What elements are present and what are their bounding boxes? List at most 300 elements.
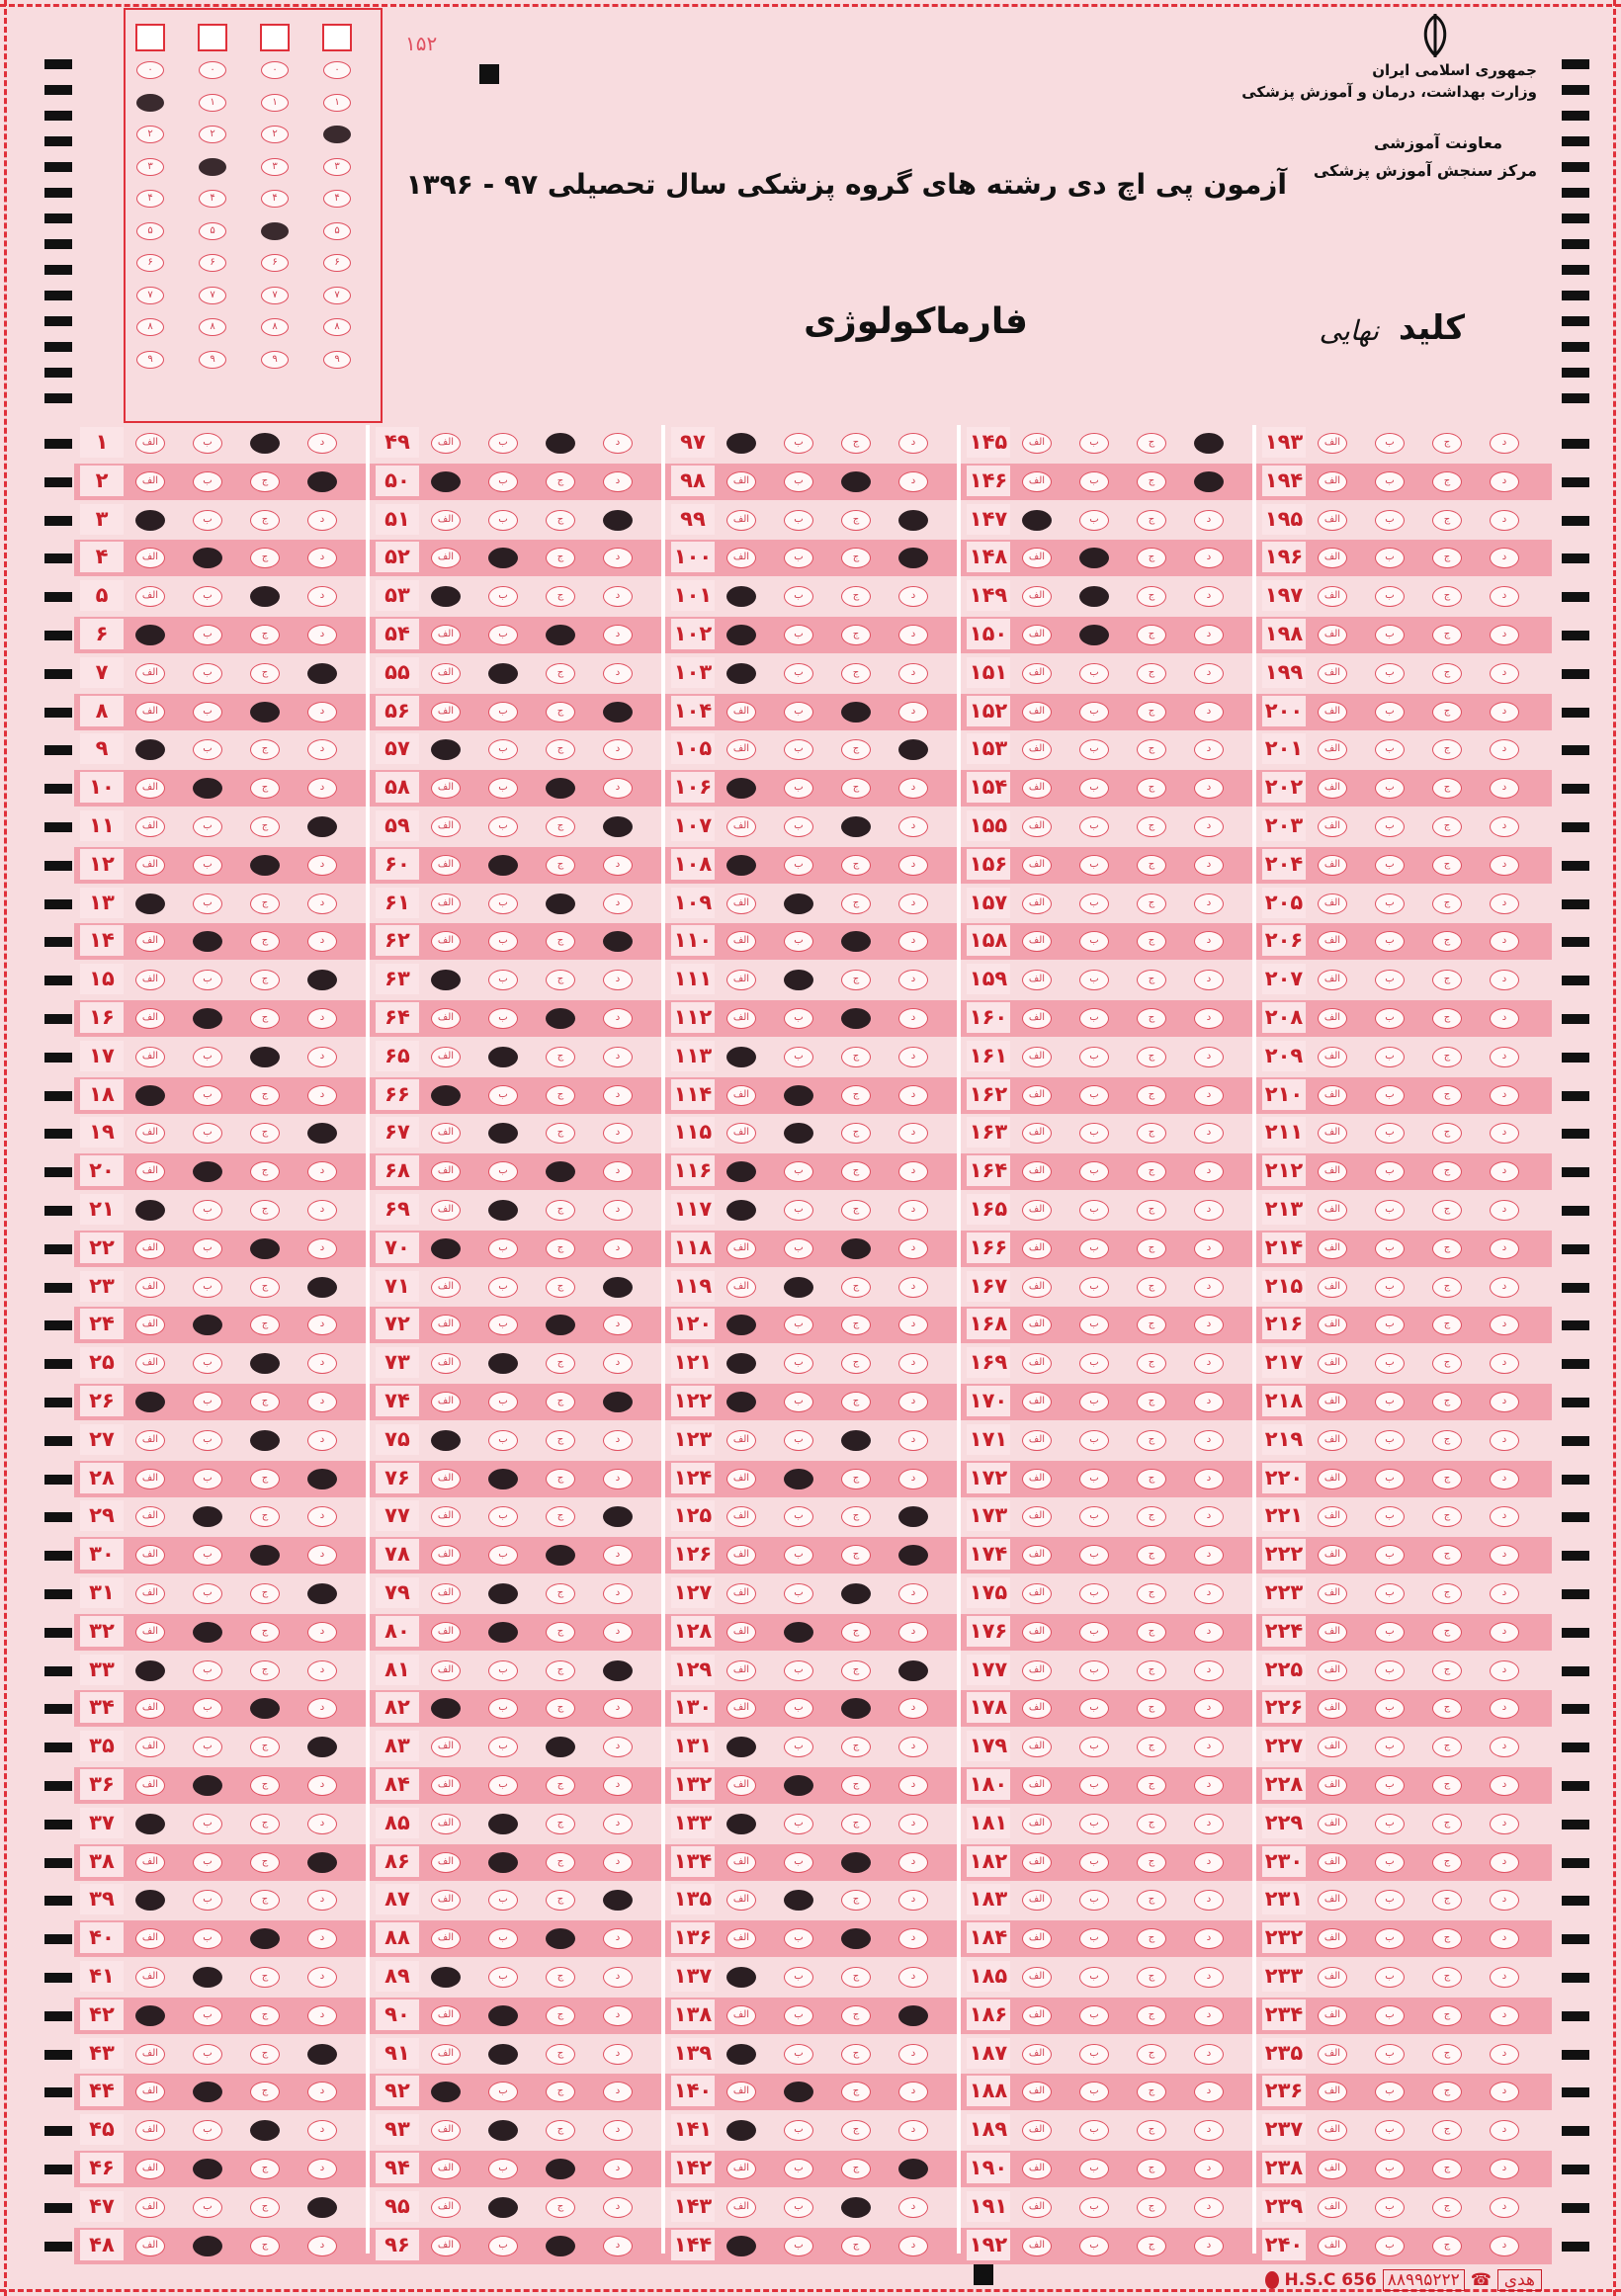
answer-bubble[interactable]: ب (1375, 1814, 1405, 1834)
answer-bubble[interactable]: الف (431, 816, 461, 837)
answer-bubble[interactable]: ب (193, 2197, 222, 2218)
answer-bubble[interactable]: د (1194, 1737, 1224, 1757)
answer-bubble[interactable] (898, 510, 928, 531)
answer-bubble[interactable]: ب (193, 2005, 222, 2026)
answer-bubble[interactable]: ب (1079, 2082, 1109, 2102)
answer-bubble[interactable]: د (1490, 2236, 1519, 2256)
answer-bubble[interactable]: ج (546, 970, 575, 990)
answer-bubble[interactable]: د (1194, 1315, 1224, 1335)
id-digit-bubble[interactable]: ۴ (323, 190, 351, 208)
answer-bubble[interactable]: ب (1079, 1200, 1109, 1221)
answer-bubble[interactable]: ج (250, 2236, 280, 2256)
answer-bubble[interactable]: ج (841, 2082, 871, 2102)
answer-bubble[interactable]: ج (1137, 1622, 1166, 1643)
answer-bubble[interactable]: الف (1318, 1737, 1347, 1757)
answer-bubble[interactable] (546, 625, 575, 645)
answer-bubble[interactable]: ج (1432, 1277, 1462, 1298)
answer-bubble[interactable] (431, 586, 461, 607)
answer-bubble[interactable] (726, 1200, 756, 1221)
answer-bubble[interactable] (193, 1506, 222, 1527)
answer-bubble[interactable]: ج (1137, 1545, 1166, 1566)
answer-bubble[interactable] (135, 625, 165, 645)
answer-bubble[interactable]: ب (193, 1469, 222, 1489)
answer-bubble[interactable] (841, 1698, 871, 1719)
answer-bubble[interactable] (726, 1967, 756, 1988)
answer-bubble[interactable]: الف (1022, 663, 1052, 684)
answer-bubble[interactable]: ج (1432, 663, 1462, 684)
answer-bubble[interactable]: د (603, 1047, 633, 1067)
answer-bubble[interactable]: ج (1432, 1698, 1462, 1719)
answer-bubble[interactable]: ج (1432, 2197, 1462, 2218)
answer-bubble[interactable]: ج (250, 2197, 280, 2218)
answer-bubble[interactable]: د (603, 2044, 633, 2065)
answer-bubble[interactable]: ب (784, 2044, 813, 2065)
answer-bubble[interactable]: ب (1079, 663, 1109, 684)
answer-bubble[interactable]: الف (1022, 433, 1052, 454)
answer-bubble[interactable]: د (307, 1315, 337, 1335)
answer-bubble[interactable]: ج (1137, 2005, 1166, 2026)
answer-bubble[interactable]: ب (1079, 1890, 1109, 1911)
answer-bubble[interactable]: ب (488, 702, 518, 723)
answer-bubble[interactable]: ج (1137, 1008, 1166, 1029)
answer-bubble[interactable]: ج (250, 548, 280, 568)
answer-bubble[interactable]: ج (1432, 1737, 1462, 1757)
answer-bubble[interactable]: د (603, 433, 633, 454)
answer-bubble[interactable] (431, 970, 461, 990)
answer-bubble[interactable]: د (1490, 1698, 1519, 1719)
answer-bubble[interactable]: د (1490, 1967, 1519, 1988)
answer-bubble[interactable] (546, 1545, 575, 1566)
answer-bubble[interactable]: ب (1375, 855, 1405, 876)
answer-bubble[interactable] (307, 1737, 337, 1757)
answer-bubble[interactable]: الف (1318, 855, 1347, 876)
answer-bubble[interactable]: ج (841, 1737, 871, 1757)
answer-bubble[interactable]: ب (488, 1698, 518, 1719)
answer-bubble[interactable]: د (1194, 739, 1224, 760)
answer-bubble[interactable]: ب (784, 1200, 813, 1221)
answer-bubble[interactable] (546, 1737, 575, 1757)
answer-bubble[interactable]: ج (1137, 893, 1166, 914)
answer-bubble[interactable]: ب (784, 548, 813, 568)
answer-bubble[interactable]: الف (135, 1469, 165, 1489)
answer-bubble[interactable]: ب (1375, 2005, 1405, 2026)
id-digit-bubble[interactable]: ۶ (136, 254, 164, 272)
answer-bubble[interactable]: ج (1432, 1200, 1462, 1221)
answer-bubble[interactable]: ج (546, 1622, 575, 1643)
answer-bubble[interactable]: ب (784, 2120, 813, 2141)
answer-bubble[interactable]: د (1194, 2236, 1224, 2256)
answer-bubble[interactable] (250, 2120, 280, 2141)
answer-bubble[interactable]: ج (1432, 1967, 1462, 1988)
answer-bubble[interactable]: ب (488, 1315, 518, 1335)
id-digit-bubble[interactable]: ۴ (261, 190, 289, 208)
answer-bubble[interactable] (193, 931, 222, 952)
answer-bubble[interactable]: ب (488, 970, 518, 990)
answer-bubble[interactable]: ب (784, 471, 813, 492)
answer-bubble[interactable]: ب (1079, 1430, 1109, 1451)
answer-bubble[interactable]: ب (1375, 2236, 1405, 2256)
answer-bubble[interactable]: الف (1022, 1008, 1052, 1029)
answer-bubble[interactable]: د (307, 855, 337, 876)
answer-bubble[interactable]: ج (250, 778, 280, 799)
answer-bubble[interactable]: د (603, 1852, 633, 1873)
answer-bubble[interactable]: د (1194, 931, 1224, 952)
answer-bubble[interactable]: ج (1137, 1353, 1166, 1374)
answer-bubble[interactable] (603, 1660, 633, 1681)
answer-bubble[interactable]: الف (1318, 1238, 1347, 1259)
answer-bubble[interactable]: ج (1432, 2236, 1462, 2256)
answer-bubble[interactable] (784, 1890, 813, 1911)
answer-bubble[interactable]: الف (135, 1238, 165, 1259)
answer-bubble[interactable]: ب (488, 1277, 518, 1298)
answer-bubble[interactable]: الف (726, 548, 756, 568)
answer-bubble[interactable]: ج (1137, 510, 1166, 531)
answer-bubble[interactable]: ج (1137, 1047, 1166, 1067)
answer-bubble[interactable]: ب (784, 1583, 813, 1604)
answer-bubble[interactable]: الف (1318, 2005, 1347, 2026)
answer-bubble[interactable]: ج (1432, 1506, 1462, 1527)
answer-bubble[interactable]: الف (1318, 1698, 1347, 1719)
answer-bubble[interactable]: ب (1375, 1047, 1405, 1067)
answer-bubble[interactable]: الف (1318, 702, 1347, 723)
answer-bubble[interactable]: د (898, 663, 928, 684)
answer-bubble[interactable]: ب (1079, 970, 1109, 990)
answer-bubble[interactable]: ج (250, 1814, 280, 1834)
answer-bubble[interactable]: الف (1318, 1967, 1347, 1988)
answer-bubble[interactable]: ج (1432, 586, 1462, 607)
answer-bubble[interactable]: د (307, 2159, 337, 2179)
answer-bubble[interactable]: د (1194, 2005, 1224, 2026)
answer-bubble[interactable] (726, 1047, 756, 1067)
id-digit-bubble[interactable] (199, 158, 226, 176)
answer-bubble[interactable]: ب (1079, 1506, 1109, 1527)
answer-bubble[interactable]: ج (841, 1161, 871, 1182)
answer-bubble[interactable]: ج (1137, 1392, 1166, 1412)
answer-bubble[interactable]: د (307, 1814, 337, 1834)
answer-bubble[interactable]: ب (1079, 2044, 1109, 2065)
answer-bubble[interactable] (841, 1928, 871, 1949)
answer-bubble[interactable] (488, 2197, 518, 2218)
answer-bubble[interactable]: الف (135, 1430, 165, 1451)
answer-bubble[interactable] (488, 1814, 518, 1834)
answer-bubble[interactable]: د (1194, 1277, 1224, 1298)
answer-bubble[interactable]: ج (250, 1123, 280, 1144)
answer-bubble[interactable]: ب (784, 1047, 813, 1067)
answer-bubble[interactable]: د (1490, 931, 1519, 952)
answer-bubble[interactable]: ب (193, 1353, 222, 1374)
answer-bubble[interactable] (784, 1123, 813, 1144)
answer-bubble[interactable]: د (898, 433, 928, 454)
answer-bubble[interactable] (841, 931, 871, 952)
answer-bubble[interactable] (841, 816, 871, 837)
answer-bubble[interactable]: د (898, 931, 928, 952)
answer-bubble[interactable]: ب (784, 1008, 813, 1029)
id-digit-bubble[interactable]: ۷ (323, 287, 351, 304)
answer-bubble[interactable] (603, 510, 633, 531)
answer-bubble[interactable]: د (1490, 586, 1519, 607)
answer-bubble[interactable]: ب (193, 1890, 222, 1911)
answer-bubble[interactable]: ج (841, 548, 871, 568)
answer-bubble[interactable]: ب (784, 702, 813, 723)
answer-bubble[interactable]: ج (1432, 1469, 1462, 1489)
answer-bubble[interactable]: ب (784, 931, 813, 952)
answer-bubble[interactable]: ب (1375, 739, 1405, 760)
answer-bubble[interactable]: د (898, 2197, 928, 2218)
answer-bubble[interactable]: الف (726, 1928, 756, 1949)
answer-bubble[interactable]: ب (1375, 1469, 1405, 1489)
answer-bubble[interactable]: ب (193, 1085, 222, 1106)
answer-bubble[interactable]: ج (250, 1008, 280, 1029)
answer-bubble[interactable]: ج (1432, 625, 1462, 645)
answer-bubble[interactable]: د (1194, 893, 1224, 914)
answer-bubble[interactable]: د (1194, 1085, 1224, 1106)
answer-bubble[interactable]: الف (431, 1775, 461, 1796)
answer-bubble[interactable]: الف (1022, 1161, 1052, 1182)
answer-bubble[interactable]: ب (784, 2197, 813, 2218)
answer-bubble[interactable] (135, 739, 165, 760)
answer-bubble[interactable]: د (1194, 1047, 1224, 1067)
answer-bubble[interactable]: د (898, 1085, 928, 1106)
answer-bubble[interactable]: الف (1318, 1775, 1347, 1796)
answer-bubble[interactable]: الف (1318, 625, 1347, 645)
answer-bubble[interactable]: د (307, 778, 337, 799)
answer-bubble[interactable]: د (307, 1430, 337, 1451)
answer-bubble[interactable]: ج (546, 1583, 575, 1604)
answer-bubble[interactable]: الف (431, 1315, 461, 1335)
answer-bubble[interactable]: ج (841, 778, 871, 799)
answer-bubble[interactable]: ب (1079, 1353, 1109, 1374)
answer-bubble[interactable]: الف (431, 1392, 461, 1412)
answer-bubble[interactable]: الف (1318, 1430, 1347, 1451)
answer-bubble[interactable]: الف (1318, 739, 1347, 760)
id-digit-bubble[interactable]: ۶ (323, 254, 351, 272)
answer-bubble[interactable]: الف (1022, 548, 1052, 568)
answer-bubble[interactable]: الف (431, 1737, 461, 1757)
answer-bubble[interactable]: د (1490, 1506, 1519, 1527)
answer-bubble[interactable]: ج (1432, 816, 1462, 837)
answer-bubble[interactable]: د (1490, 702, 1519, 723)
answer-bubble[interactable]: الف (1022, 586, 1052, 607)
answer-bubble[interactable]: ج (546, 1123, 575, 1144)
answer-bubble[interactable]: د (1194, 1469, 1224, 1489)
answer-bubble[interactable]: ج (250, 816, 280, 837)
answer-bubble[interactable]: د (1194, 1430, 1224, 1451)
answer-bubble[interactable] (546, 433, 575, 454)
answer-bubble[interactable]: الف (431, 1583, 461, 1604)
answer-bubble[interactable] (488, 1583, 518, 1604)
answer-bubble[interactable] (135, 1660, 165, 1681)
answer-bubble[interactable]: ب (1079, 2159, 1109, 2179)
answer-bubble[interactable]: د (1194, 2082, 1224, 2102)
answer-bubble[interactable] (135, 2005, 165, 2026)
answer-bubble[interactable]: د (1490, 2082, 1519, 2102)
answer-bubble[interactable]: ب (193, 816, 222, 837)
answer-bubble[interactable]: ب (488, 931, 518, 952)
answer-bubble[interactable]: د (898, 586, 928, 607)
answer-bubble[interactable]: ج (546, 1698, 575, 1719)
answer-bubble[interactable]: ب (1375, 586, 1405, 607)
answer-bubble[interactable]: الف (726, 471, 756, 492)
answer-bubble[interactable]: ج (546, 2197, 575, 2218)
answer-bubble[interactable]: الف (1318, 510, 1347, 531)
answer-bubble[interactable]: ب (1079, 702, 1109, 723)
answer-bubble[interactable]: ج (841, 1315, 871, 1335)
answer-bubble[interactable]: د (898, 970, 928, 990)
answer-bubble[interactable]: د (1490, 1928, 1519, 1949)
answer-bubble[interactable]: ج (1137, 586, 1166, 607)
answer-bubble[interactable]: الف (431, 1469, 461, 1489)
answer-bubble[interactable]: د (307, 1928, 337, 1949)
answer-bubble[interactable]: ب (1079, 2236, 1109, 2256)
answer-bubble[interactable]: ب (193, 1583, 222, 1604)
answer-bubble[interactable]: الف (1318, 1660, 1347, 1681)
answer-bubble[interactable]: الف (1318, 778, 1347, 799)
answer-bubble[interactable] (135, 1085, 165, 1106)
id-digit-bubble[interactable]: ۹ (199, 351, 226, 369)
answer-bubble[interactable]: الف (1022, 1200, 1052, 1221)
id-digit-bubble[interactable]: ۴ (199, 190, 226, 208)
answer-bubble[interactable]: الف (1318, 1200, 1347, 1221)
answer-bubble[interactable]: الف (1318, 663, 1347, 684)
answer-bubble[interactable]: الف (135, 1123, 165, 1144)
answer-bubble[interactable]: الف (1318, 2197, 1347, 2218)
answer-bubble[interactable]: د (1194, 1622, 1224, 1643)
answer-bubble[interactable]: الف (1318, 2044, 1347, 2065)
answer-bubble[interactable]: د (603, 1698, 633, 1719)
id-digit-bubble[interactable]: ۹ (136, 351, 164, 369)
answer-bubble[interactable] (784, 1085, 813, 1106)
id-digit-bubble[interactable]: ۷ (199, 287, 226, 304)
answer-bubble[interactable]: ب (193, 1852, 222, 1873)
answer-bubble[interactable]: ب (193, 2044, 222, 2065)
answer-bubble[interactable]: ب (193, 1238, 222, 1259)
answer-bubble[interactable]: د (1490, 2044, 1519, 2065)
answer-bubble[interactable]: د (898, 2044, 928, 2065)
answer-bubble[interactable]: الف (431, 663, 461, 684)
answer-bubble[interactable]: الف (431, 2005, 461, 2026)
answer-bubble[interactable]: د (603, 586, 633, 607)
answer-bubble[interactable]: د (1490, 778, 1519, 799)
answer-bubble[interactable]: د (1490, 1622, 1519, 1643)
answer-bubble[interactable]: ب (488, 510, 518, 531)
answer-bubble[interactable]: د (1490, 1277, 1519, 1298)
answer-bubble[interactable]: ج (1432, 931, 1462, 952)
answer-bubble[interactable] (726, 778, 756, 799)
answer-bubble[interactable]: د (307, 1660, 337, 1681)
answer-bubble[interactable]: د (898, 471, 928, 492)
answer-bubble[interactable]: ج (841, 433, 871, 454)
answer-bubble[interactable]: الف (1022, 1775, 1052, 1796)
answer-bubble[interactable]: الف (135, 2044, 165, 2065)
answer-bubble[interactable]: الف (1022, 2005, 1052, 2026)
answer-bubble[interactable]: ب (1375, 1660, 1405, 1681)
answer-bubble[interactable] (431, 1430, 461, 1451)
answer-bubble[interactable] (307, 471, 337, 492)
answer-bubble[interactable]: الف (1318, 471, 1347, 492)
answer-bubble[interactable]: ب (1079, 1622, 1109, 1643)
answer-bubble[interactable]: الف (135, 702, 165, 723)
answer-bubble[interactable]: ب (784, 1506, 813, 1527)
answer-bubble[interactable]: ب (488, 1392, 518, 1412)
answer-bubble[interactable]: د (898, 625, 928, 645)
answer-bubble[interactable] (726, 663, 756, 684)
answer-bubble[interactable]: ب (488, 1506, 518, 1527)
answer-bubble[interactable]: ج (546, 1890, 575, 1911)
answer-bubble[interactable]: الف (1318, 1814, 1347, 1834)
answer-bubble[interactable] (193, 1622, 222, 1643)
id-digit-bubble[interactable]: ۰ (323, 61, 351, 79)
answer-bubble[interactable]: ج (1137, 2197, 1166, 2218)
answer-bubble[interactable]: د (307, 1008, 337, 1029)
answer-bubble[interactable]: د (898, 778, 928, 799)
answer-bubble[interactable] (841, 2197, 871, 2218)
answer-bubble[interactable]: ج (1137, 855, 1166, 876)
answer-bubble[interactable]: د (603, 471, 633, 492)
answer-bubble[interactable]: ج (1137, 1161, 1166, 1182)
answer-bubble[interactable]: ب (784, 433, 813, 454)
answer-bubble[interactable]: ب (784, 1353, 813, 1374)
answer-bubble[interactable]: د (603, 2236, 633, 2256)
answer-bubble[interactable]: ج (1432, 893, 1462, 914)
answer-bubble[interactable] (307, 816, 337, 837)
answer-bubble[interactable]: د (1490, 893, 1519, 914)
answer-bubble[interactable]: ج (250, 471, 280, 492)
answer-bubble[interactable]: د (1490, 1430, 1519, 1451)
answer-bubble[interactable]: ب (784, 739, 813, 760)
answer-bubble[interactable]: الف (431, 2197, 461, 2218)
answer-bubble[interactable]: د (1194, 586, 1224, 607)
id-code-cell[interactable] (322, 24, 352, 51)
answer-bubble[interactable]: د (898, 2120, 928, 2141)
id-digit-bubble[interactable]: ۸ (136, 318, 164, 336)
answer-bubble[interactable]: الف (1022, 2044, 1052, 2065)
answer-bubble[interactable]: ج (546, 1506, 575, 1527)
answer-bubble[interactable]: الف (1022, 1622, 1052, 1643)
answer-bubble[interactable]: الف (1022, 1928, 1052, 1949)
answer-bubble[interactable] (193, 2082, 222, 2102)
answer-bubble[interactable]: ب (488, 816, 518, 837)
answer-bubble[interactable]: د (898, 1238, 928, 1259)
answer-bubble[interactable] (1194, 433, 1224, 454)
answer-bubble[interactable]: د (1194, 510, 1224, 531)
answer-bubble[interactable]: الف (135, 586, 165, 607)
answer-bubble[interactable] (603, 702, 633, 723)
answer-bubble[interactable]: ب (784, 816, 813, 837)
answer-bubble[interactable]: ج (546, 663, 575, 684)
answer-bubble[interactable]: الف (1022, 816, 1052, 837)
answer-bubble[interactable]: د (1490, 471, 1519, 492)
answer-bubble[interactable] (784, 970, 813, 990)
answer-bubble[interactable]: ج (841, 510, 871, 531)
answer-bubble[interactable]: الف (1022, 1277, 1052, 1298)
answer-bubble[interactable] (307, 2197, 337, 2218)
answer-bubble[interactable] (250, 586, 280, 607)
answer-bubble[interactable]: الف (726, 1890, 756, 1911)
answer-bubble[interactable]: ب (1375, 1775, 1405, 1796)
answer-bubble[interactable]: د (603, 1123, 633, 1144)
answer-bubble[interactable]: د (1490, 625, 1519, 645)
answer-bubble[interactable]: ج (250, 1469, 280, 1489)
answer-bubble[interactable]: الف (431, 855, 461, 876)
answer-bubble[interactable] (726, 2120, 756, 2141)
answer-bubble[interactable]: الف (1022, 1315, 1052, 1335)
id-digit-bubble[interactable]: ۰ (136, 61, 164, 79)
answer-bubble[interactable]: ب (1375, 1123, 1405, 1144)
answer-bubble[interactable]: ج (841, 586, 871, 607)
answer-bubble[interactable]: د (898, 893, 928, 914)
answer-bubble[interactable]: ج (841, 2005, 871, 2026)
answer-bubble[interactable]: ج (250, 1392, 280, 1412)
